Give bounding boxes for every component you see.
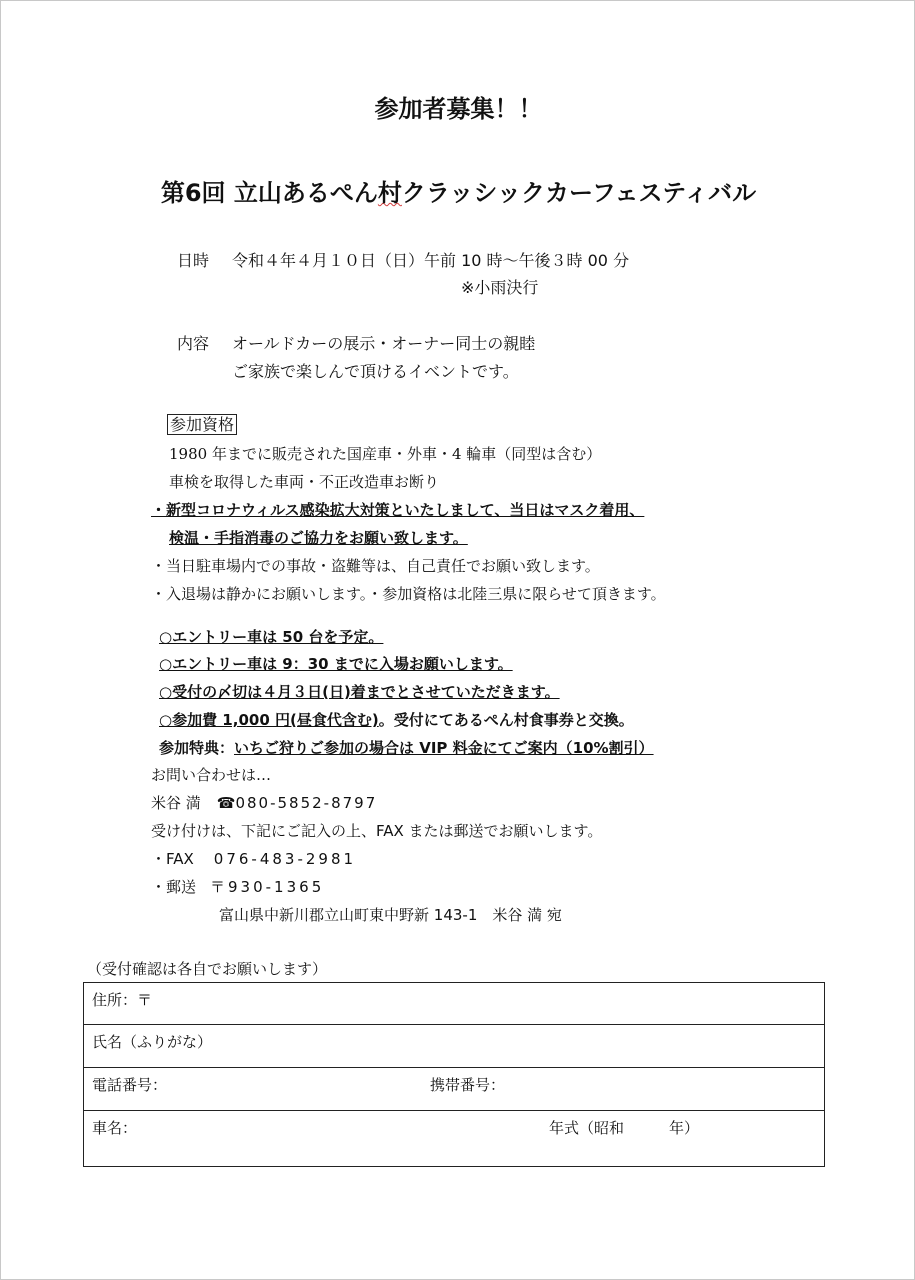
contact-phone: 080-5852-8797 xyxy=(235,794,378,812)
entry-deadline-line: ○受付の〆切は４月３日(日)着までとさせていただきます。 xyxy=(159,683,560,701)
contact-phone-line xyxy=(151,793,377,813)
entry-count-line: ○エントリー車は 50 台を予定。 xyxy=(159,628,384,646)
mail-address: 富山県中新川郡立山町東中野新 143-1 米谷 満 宛 xyxy=(219,906,562,924)
content-line1: オールドカーの展示・オーナー同士の親睦 xyxy=(232,334,536,353)
fax-label: ・FAX xyxy=(151,850,194,868)
event-title-prefix: 第6回 立山あるぺん xyxy=(160,179,378,207)
contact-name: 米谷 満 xyxy=(151,794,201,812)
entry-benefit-text: いちご狩りご参加の場合は VIP 料金にてご案内（10%割引） xyxy=(234,739,654,757)
postal-code: 〒930-1365 xyxy=(210,878,325,896)
entry-benefit-label: 参加特典： xyxy=(159,739,235,757)
year-label: 年式（昭和 年） xyxy=(549,1119,700,1137)
phone-field[interactable] xyxy=(84,1068,825,1111)
name-field[interactable] xyxy=(84,1025,825,1068)
entry-fee-line xyxy=(159,710,634,730)
address-field[interactable] xyxy=(84,983,825,1025)
qualification-label-box: 参加資格 xyxy=(167,414,237,435)
fax-line xyxy=(151,849,356,869)
mail-line xyxy=(151,877,324,897)
qualification-line2: 車検を取得した車両・不正改造車お断り xyxy=(169,473,440,491)
datetime-label: 日時 xyxy=(177,251,210,270)
qualification-label xyxy=(167,415,237,435)
covid-notice-line2: 検温・手指消毒のご協力をお願い致します。 xyxy=(169,529,468,547)
page-title: 参加者募集！！ xyxy=(374,95,543,123)
submission-instructions: 受け付けは、下記にご記入の上、FAX または郵送でお願いします。 xyxy=(151,822,603,840)
form-note: （受付確認は各自でお願いします） xyxy=(87,960,328,978)
entry-benefit-line xyxy=(159,738,654,758)
datetime-value: 令和４年４月１０日（日）午前 10 時～午後３時 00 分 xyxy=(232,251,630,270)
entry-fee-underlined: ○参加費 1,000 円(昼食代含む) xyxy=(159,711,379,729)
fax-number: 076-483-2981 xyxy=(213,850,357,868)
liability-note: ・当日駐車場内での事故・盗難等は、自己責任でお願い致します。 xyxy=(151,557,600,575)
content-label: 内容 xyxy=(177,334,210,353)
contact-heading: お問い合わせは… xyxy=(151,766,272,784)
event-title xyxy=(1,173,915,208)
mail-label: ・郵送 xyxy=(151,878,197,896)
car-field[interactable] xyxy=(84,1111,825,1167)
covid-notice-line1: ・新型コロナウィルス感染拡大対策といたしまして、当日はマスク着用、 xyxy=(151,501,645,519)
content-line2: ご家族で楽しんで頂けるイベントです。 xyxy=(232,362,519,381)
phone-icon: ☎ xyxy=(216,794,236,812)
car-label: 車名： xyxy=(92,1119,138,1137)
entry-time-line: ○エントリー車は 9：30 までに入場お願いします。 xyxy=(159,655,513,673)
entry-fee-rest: 。受付にてあるぺん村食事券と交換。 xyxy=(378,711,634,729)
event-title-suffix: クラッシックカーフェスティバル xyxy=(401,179,757,207)
phone-label: 電話番号： xyxy=(92,1076,168,1094)
qualification-line1: 1980 年までに販売された国産車・外車・4 輪車（同型は含む） xyxy=(169,445,602,463)
entry-rules-note: ・入退場は静かにお願いします。・参加資格は北陸三県に限らせて頂きます。 xyxy=(151,585,666,603)
name-label: 氏名（ふりがな） xyxy=(92,1033,213,1051)
event-title-wavy: 村 xyxy=(377,179,402,207)
datetime-note: ※小雨決行 xyxy=(461,278,539,297)
address-label: 住所：〒 xyxy=(92,991,153,1009)
mobile-label: 携帯番号： xyxy=(430,1076,506,1094)
registration-form xyxy=(83,982,825,1167)
